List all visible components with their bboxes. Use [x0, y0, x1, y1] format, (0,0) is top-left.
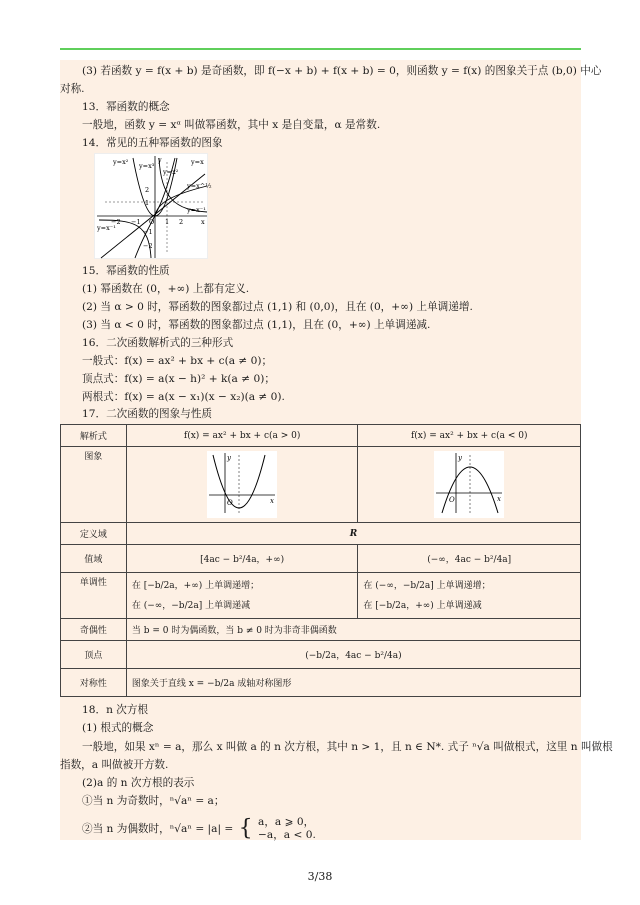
row-label: 值域: [61, 545, 127, 573]
section-heading: 13．幂函数的概念: [82, 101, 170, 113]
parity-value: 当 b = 0 时为偶函数，当 b ≠ 0 时为非奇非偶函数: [126, 619, 580, 641]
figure-label: y=x⁻¹: [97, 224, 116, 232]
brace-glyph: {: [238, 816, 253, 841]
text-line: 对称.: [60, 83, 85, 95]
axis-label: x: [201, 218, 205, 226]
text-line: 指数，a 叫做被开方数.: [60, 759, 169, 771]
graph-origin: O: [227, 499, 233, 507]
quadratic-properties-table: [60, 424, 581, 697]
figure-label: y=x^½: [187, 182, 212, 190]
tick-label: 1: [165, 218, 170, 226]
tick-label: 2: [179, 218, 184, 226]
text-line: (2) 当 α > 0 时，幂函数的图象都过点 (1,1) 和 (0,0)，且在 (0，+∞) 上单调递增.: [82, 301, 473, 313]
table-header: f(x) = ax² + bx + c(a < 0): [358, 425, 581, 447]
row-label: 奇偶性: [61, 619, 127, 641]
figure-label: y=x²: [113, 158, 129, 166]
mono-down-increase: 在 (−∞，−b/2a] 上单调递增；: [363, 580, 491, 591]
tick-label: 2: [145, 186, 150, 194]
piecewise-lhs: ②当 n 为偶数时，ⁿ√aⁿ = |a| =: [82, 823, 234, 835]
tick-label: −2: [143, 242, 153, 250]
figure-label: y=x³: [139, 162, 155, 170]
section-heading: 15．幂函数的性质: [82, 265, 170, 277]
row-label: 对称性: [61, 669, 127, 697]
text-line: 一般地，函数 y = xᵅ 叫做幂函数，其中 x 是自变量，α 是常数.: [82, 119, 381, 131]
tick-label: 1: [145, 199, 150, 207]
range-value-up: [4ac − b²/4a，+∞): [126, 545, 358, 573]
graph-origin: O: [449, 496, 455, 504]
text-line: (2)a 的 n 次方根的表示: [82, 777, 195, 789]
graph-axis-y: y: [458, 454, 463, 462]
text-line: 一般式：f(x) = ax² + bx + c(a ≠ 0)；: [82, 355, 273, 367]
text-line: 一般地，如果 xⁿ = a，那么 x 叫做 a 的 n 次方根，其中 n > 1，且 n ∈ N*. 式子 ⁿ√a 叫做根式，这里 n 叫做根: [82, 741, 613, 753]
text-line: (1) 幂函数在 (0，+∞) 上都有定义.: [82, 283, 250, 295]
power-function-figure: [94, 153, 212, 259]
parabola-down-graph: [434, 451, 504, 518]
power-function-graph: [95, 154, 212, 260]
tick-label: −1: [131, 218, 141, 226]
tick-label: −2: [111, 218, 121, 226]
piecewise-line: [60, 816, 581, 842]
row-label: 单调性: [61, 573, 127, 619]
tick-label: O: [149, 218, 155, 226]
section-heading: 14．常见的五种幂函数的图象: [82, 137, 223, 149]
header-rule: [60, 48, 581, 50]
graph-axis-y: y: [227, 454, 232, 462]
table-header: 解析式: [61, 425, 127, 447]
row-label: 定义域: [61, 523, 127, 545]
text-line: (3) 当 α < 0 时，幂函数的图象都过点 (1,1)，且在 (0，+∞) 上单调递减.: [82, 319, 431, 331]
graph-axis-x: x: [270, 497, 275, 505]
row-label: 图象: [61, 447, 127, 523]
text-line: (3) 若函数 y = f(x + b) 是奇函数，即 f(−x + b) + f(x + b) = 0，则函数 y = f(x) 的图象关于点 (b,0) 中心: [82, 65, 602, 77]
tick-label: −1: [143, 228, 153, 236]
section-heading: 17．二次函数的图象与性质: [82, 408, 213, 420]
text-line: 顶点式：f(x) = a(x − h)² + k(a ≠ 0)；: [82, 373, 275, 385]
figure-label: y=x: [191, 158, 204, 166]
parabola-up-graph: [207, 451, 277, 518]
row-label: 顶点: [61, 641, 127, 669]
text-line: ①当 n 为奇数时，ⁿ√aⁿ = a；: [82, 795, 225, 807]
figure-label: y=x⁻¹: [187, 206, 206, 214]
mono-down-decrease: 在 [−b/2a，+∞) 上单调递减: [363, 600, 482, 611]
mono-up-increase: 在 [−b/2a，+∞) 上单调递增；: [131, 580, 260, 591]
vertex-value: (−b/2a，4ac − b²/4a): [126, 641, 580, 669]
piecewise-case: a，a ⩾ 0，: [258, 816, 315, 828]
text-line: 两根式：f(x) = a(x − x₁)(x − x₂)(a ≠ 0).: [82, 391, 285, 403]
axis-label: y: [158, 156, 162, 164]
page-number: 3/38: [307, 870, 333, 883]
piecewise-case: −a，a < 0.: [258, 829, 316, 841]
table-header: f(x) = ax² + bx + c(a > 0): [126, 425, 358, 447]
section-heading: 16．二次函数解析式的三种形式: [82, 337, 234, 349]
text-line: (1) 根式的概念: [82, 722, 154, 734]
range-value-down: (−∞，4ac − b²/4a]: [358, 545, 581, 573]
graph-axis-x: x: [497, 495, 502, 503]
figure-label: y=x²: [163, 168, 179, 176]
section-heading: 18．n 次方根: [82, 704, 149, 716]
symmetry-value: 图象关于直线 x = −b/2a 成轴对称图形: [126, 669, 580, 697]
mono-up-decrease: 在 (−∞，−b/2a] 上单调递减: [131, 600, 251, 611]
domain-value: R: [126, 523, 580, 545]
